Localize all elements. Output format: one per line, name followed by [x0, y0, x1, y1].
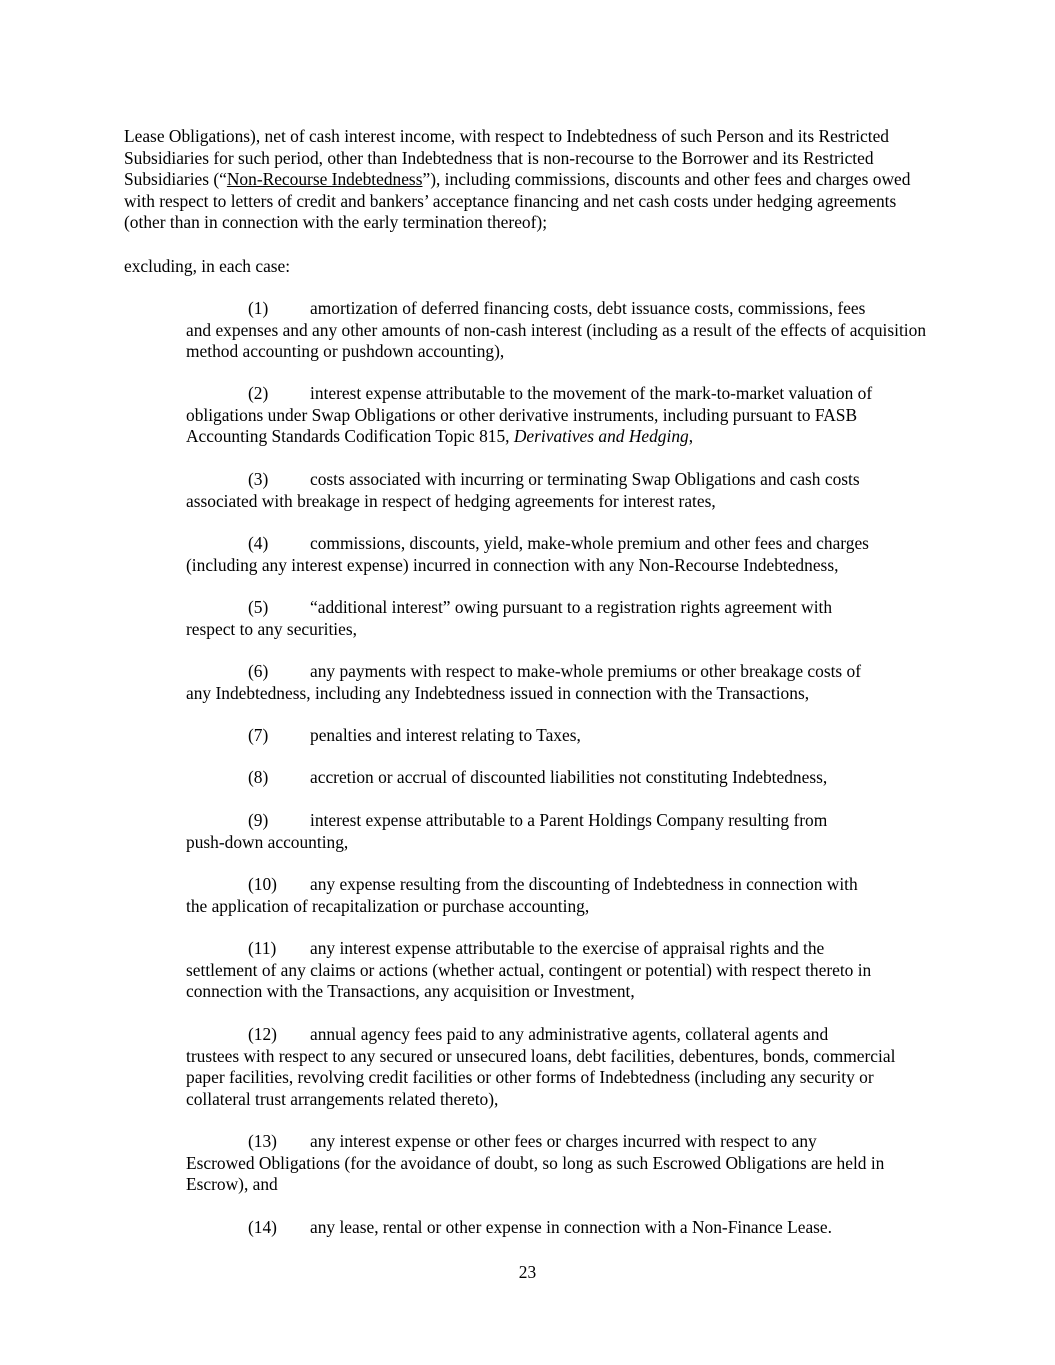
item-number: (6): [248, 661, 269, 681]
item-number: (12): [248, 1024, 277, 1044]
list-item: [186, 938, 931, 1003]
item-text: any interest expense or other fees or charges incurred with respect to any: [310, 1131, 817, 1151]
item-text: costs associated with incurring or terminating Swap Obligations and cash costs: [310, 469, 860, 489]
excluding-label: excluding, in each case:: [124, 256, 291, 276]
item-number: (2): [248, 383, 269, 403]
defined-term-non-recourse-indebtedness: Non-Recourse Indebtedness: [226, 169, 423, 190]
item-text-continued: any Indebtedness, including any Indebtedness issued in connection with the Transactions,: [186, 682, 810, 703]
item-text: annual agency fees paid to any administrative agents, collateral agents and: [310, 1024, 829, 1044]
list-item: [186, 533, 931, 576]
intro-paragraph: [124, 126, 934, 234]
list-item: [186, 767, 931, 789]
item-text: any payments with respect to make-whole premiums or other breakage costs of: [310, 661, 862, 681]
list-item: [186, 469, 931, 512]
item-number: (8): [248, 767, 269, 787]
item-text-tail: ,: [688, 426, 694, 447]
item-text-continued: (including any interest expense) incurred in connection with any Non-Recourse Indebtedness,: [186, 554, 839, 575]
item-text-continued: trustees with respect to any secured or unsecured loans, debt facilities, debentures, bonds, commercial paper facilities, revolving credit facilities or other forms of Indebtedness (including any security or collateral trust arrangements related thereto),: [186, 1045, 896, 1109]
item-text: accretion or accrual of discounted liabilities not constituting Indebtedness,: [310, 767, 828, 787]
item-text: any interest expense attributable to the exercise of appraisal rights and the: [310, 938, 825, 958]
item-number: (10): [248, 874, 277, 894]
item-text-continued: settlement of any claims or actions (whether actual, contingent or potential) with respect thereto in connection with the Transactions, any acquisition or Investment,: [186, 959, 872, 1002]
item-number: (9): [248, 810, 269, 830]
item-number: (5): [248, 597, 269, 617]
item-text: commissions, discounts, yield, make-whole premium and other fees and charges: [310, 533, 869, 553]
item-text: amortization of deferred financing costs, debt issuance costs, commissions, fees: [310, 298, 866, 318]
item-text-continued: respect to any securities,: [186, 618, 357, 639]
list-item: [186, 383, 931, 448]
item-number: (14): [248, 1217, 277, 1237]
page-number: 23: [518, 1262, 537, 1282]
list-item: [186, 874, 931, 917]
item-text-continued: obligations under Swap Obligations or other derivative instruments, including pursuant to FASB Accounting Standards Codification Topic 815,: [186, 404, 858, 447]
item-text: “additional interest” owing pursuant to a registration rights agreement with: [310, 597, 833, 617]
item-number: (1): [248, 298, 269, 318]
item-number: (13): [248, 1131, 277, 1151]
item-text-continued: associated with breakage in respect of hedging agreements for interest rates,: [186, 490, 716, 511]
item-text: interest expense attributable to a Parent Holdings Company resulting from: [310, 810, 828, 830]
item-text-continued: the application of recapitalization or purchase accounting,: [186, 895, 590, 916]
item-text-continued: Escrowed Obligations (for the avoidance of doubt, so long as such Escrowed Obligations are held in Escrow), and: [186, 1152, 885, 1195]
item-number: (4): [248, 533, 269, 553]
item-text-continued: push-down accounting,: [186, 831, 349, 852]
list-item: [186, 810, 931, 853]
list-item: [186, 1131, 931, 1196]
list-item: [186, 725, 931, 747]
list-item: [186, 661, 931, 704]
list-item: [186, 597, 931, 640]
item-number: (11): [248, 938, 277, 958]
list-item: [186, 298, 931, 363]
item-text-continued: and expenses and any other amounts of non-cash interest (including as a result of the effects of acquisition method accounting or pushdown accounting),: [186, 319, 927, 362]
item-text: penalties and interest relating to Taxes,: [310, 725, 581, 745]
intro-text-before: Lease Obligations), net of cash interest income, with respect to Indebtedness of such Person and its Restricted Subsidiaries for such period, other than Indebtedness that is non-recourse to the Borrower and its Restricted Subsidiaries (“: [124, 126, 889, 190]
item-text: any lease, rental or other expense in connection with a Non-Finance Lease.: [310, 1217, 832, 1237]
list-item: [186, 1024, 931, 1110]
item-text: any expense resulting from the discounting of Indebtedness in connection with: [310, 874, 858, 894]
item-italic-title: Derivatives and Hedging: [513, 426, 689, 447]
item-number: (7): [248, 725, 269, 745]
item-text: interest expense attributable to the movement of the mark-to-market valuation of: [310, 383, 873, 403]
item-number: (3): [248, 469, 269, 489]
list-item: [186, 1217, 931, 1239]
intro-text-after: ”), including commissions, discounts and other fees and charges owed with respect to letters of credit and bankers’ acceptance financing and net cash costs under hedging agreements (other than in connection with the early termination thereof);: [124, 169, 911, 233]
